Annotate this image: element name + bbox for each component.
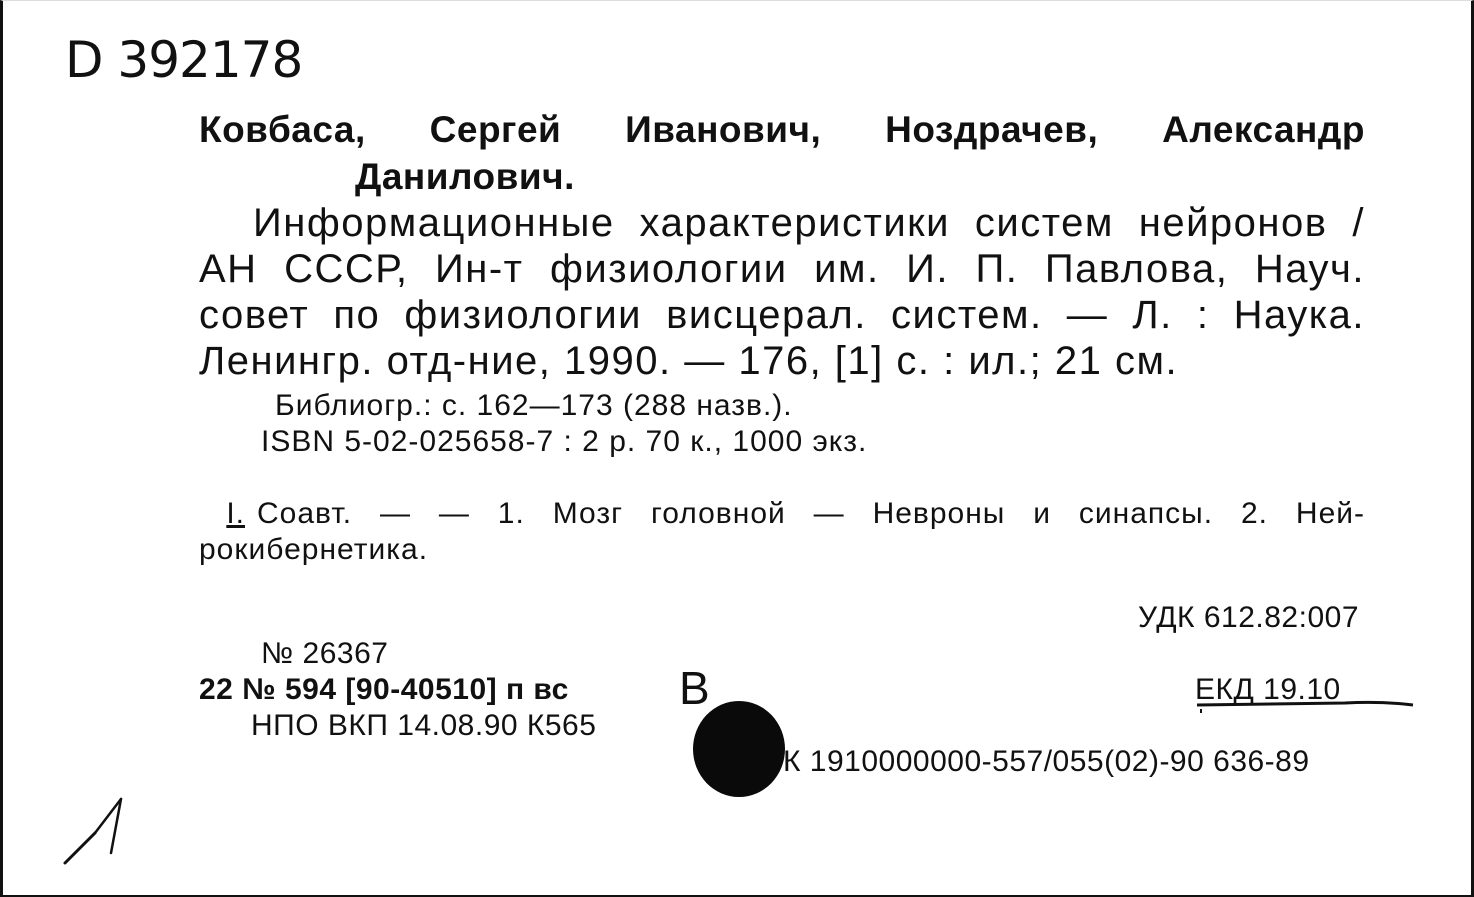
subjects-line-1: Соавт. — — 1. Мозг головной — Невроны и синапсы. 2. Ней-: [257, 497, 1365, 530]
isbn-line: ISBN 5-02-025658-7 : 2 р. 70 к., 1000 экз.: [261, 425, 868, 458]
bibliography-note: Библиогр.: с. 162—173 (288 назв.).: [275, 389, 793, 422]
subjects-line-2: рокибернетика.: [199, 533, 429, 566]
ekd-code: ЕКД 19.10: [1195, 673, 1341, 706]
handwritten-catalog-number: D 392178: [65, 31, 303, 89]
corner-handwritten-mark: [55, 791, 145, 871]
punched-hole-dot: [693, 701, 785, 797]
title-line-4: Ленингр. отд-ние, 1990. — 176, [1] с. : ил.; 21 см.: [199, 339, 1179, 383]
order-number-line: 22 № 594 [90-40510] п вс: [199, 673, 569, 706]
npo-line: НПО ВКП 14.08.90 К565: [251, 709, 597, 742]
classification-code: К 1910000000-557/055(02)-90 636-89: [783, 745, 1310, 778]
letter-b-stamp: В: [679, 662, 710, 714]
ekd-strikethrough-mark: [1195, 691, 1415, 713]
title-line-1: Информационные характеристики систем нейронов /: [253, 201, 1365, 245]
title-line-2: АН СССР, Ин-т физиологии им. И. П. Павлова, Науч.: [199, 247, 1365, 291]
authors-line-2: Данилович.: [355, 156, 575, 197]
title-line-3: совет по физиологии висцерал. систем. — Л. : Наука.: [199, 293, 1365, 337]
authors-line-1: Ковбаса, Сергей Иванович, Ноздрачев, Александр: [199, 109, 1365, 150]
subjects-line-1-row: [199, 497, 1365, 531]
record-number: № 26367: [261, 637, 389, 670]
subjects-marker: I.: [226, 497, 245, 530]
udk-code: УДК 612.82:007: [1138, 601, 1359, 634]
